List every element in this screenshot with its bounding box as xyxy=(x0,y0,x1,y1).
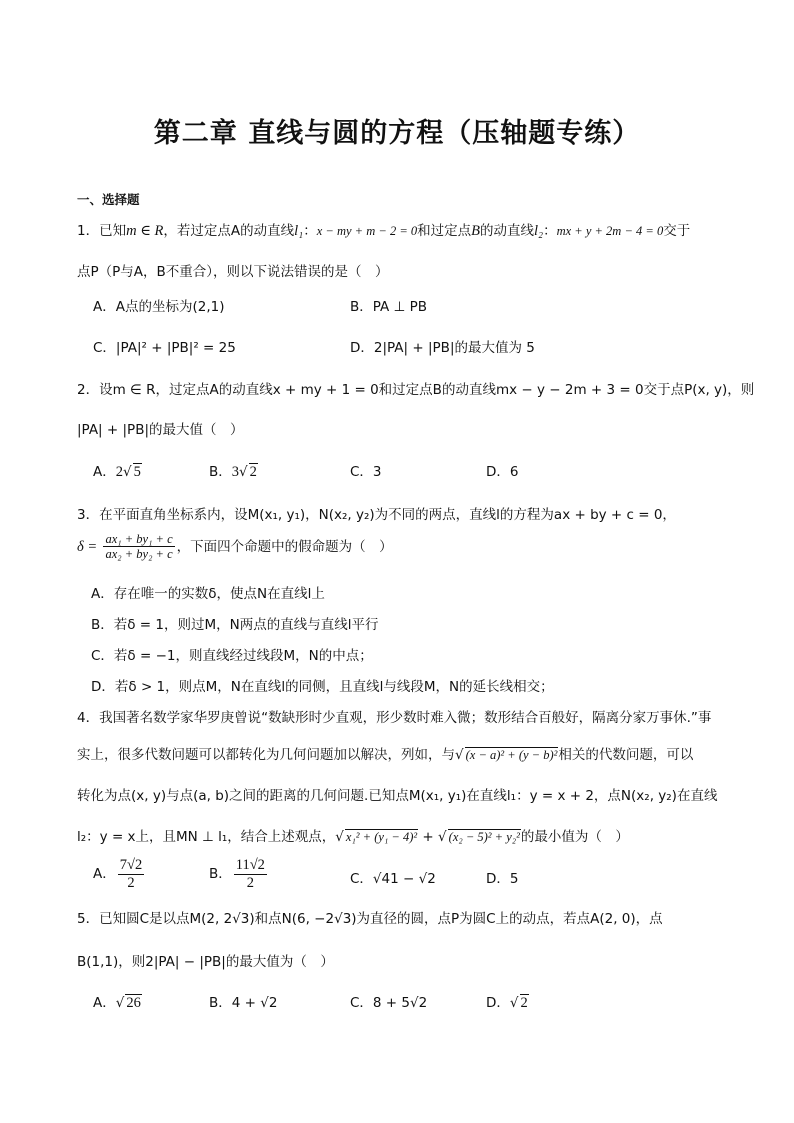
q3-delta: δ = xyxy=(77,538,98,555)
q1-option-c: C．|PA|² + |PB|² = 25 xyxy=(93,340,236,356)
q3-option-a: A．存在唯一的实数δ，使点N在直线l上 xyxy=(91,586,325,602)
q4-option-b-label: B． xyxy=(209,866,232,883)
q4-option-a-label: A． xyxy=(93,866,116,883)
q4-line-4: l₂：y = x上，且MN ⊥ l₁，结合上述观点，√ x₁² + (y₁ − 4)² + √ (x₂ − 5)² + y₂²的最小值为（ ） xyxy=(77,829,629,845)
q1-text: 的动直线 xyxy=(479,223,534,239)
q2-line-2: |PA| + |PB|的最大值（ ） xyxy=(77,422,244,438)
q4-radicand: (x − a)² + (y − b)² xyxy=(465,748,558,762)
q4-line-1: 4．我国著名数学家华罗庚曾说“数缺形时少直观，形少数时难入微；数形结合百般好，隔离分家万事休.”事 xyxy=(77,710,712,726)
q1-text: 交于 xyxy=(663,223,691,239)
q1-text: 已知 xyxy=(99,223,127,239)
q2-option-b-label: B． xyxy=(209,464,232,480)
q1-eq1: x − my + m − 2 = 0 xyxy=(316,224,418,238)
q5-option-a: A．√ 26 xyxy=(93,995,141,1011)
q4-option-a-den: 2 xyxy=(127,874,135,891)
q1-l1: l₁ xyxy=(294,223,304,239)
q2-option-d: D．6 xyxy=(486,464,519,480)
q1-l2: l₂ xyxy=(533,223,544,239)
q4-radicand-1: x₁² + (y₁ − 4)² xyxy=(345,830,418,844)
q4-option-b-den: 2 xyxy=(246,874,254,891)
q2-option-b: B．3√ 2 xyxy=(209,464,257,480)
q5-option-d-label: D． xyxy=(486,995,510,1011)
q4-line-2-a: 实上，很多代数问题可以都转化为几何问题加以解决，列如，与 xyxy=(77,747,455,763)
q4-line-3: 转化为点(x, y)与点(a, b)之间的距离的几何问题.已知点M(x₁, y₁)在直线l₁：y = x + 2，点N(x₂, y₂)在直线 xyxy=(77,788,718,804)
q3-line-1: 3．在平面直角坐标系内，设M(x₁, y₁)，N(x₂, y₂)为不同的两点，直线l的方程为ax + by + c = 0， xyxy=(77,507,676,523)
q4-option-a-num: 7√2 xyxy=(119,857,143,873)
q1-number: 1． xyxy=(77,223,100,239)
q3-option-b: B．若δ = 1，则过M，N两点的直线与直线l平行 xyxy=(91,617,379,633)
q3-line-2-tail: ，下面四个命题中的假命题为（ ） xyxy=(176,538,393,555)
section-heading: 一、选择题 xyxy=(77,192,140,207)
q4-option-c: C．√41 − √2 xyxy=(350,871,436,887)
q2-option-b-coef: 3 xyxy=(231,464,240,480)
q1-text: ，若过定点A的动直线 xyxy=(163,223,295,239)
q4-option-b-fraction xyxy=(234,857,267,891)
q2-option-c: C．3 xyxy=(350,464,382,480)
q4-line-2: 实上，很多代数问题可以都转化为几何问题加以解决，列如，与√ (x − a)² + (y − b)²相关的代数问题，可以 xyxy=(77,747,694,763)
q1-line-1 xyxy=(77,219,690,240)
page-title: 第二章 直线与圆的方程（压轴题专练） xyxy=(153,118,641,149)
q4-radicand-2: (x₂ − 5)² + y₂² xyxy=(448,830,520,844)
q1-eq2: mx + y + 2m − 4 = 0 xyxy=(556,224,664,238)
q4-line-4-b: 的最小值为（ ） xyxy=(520,829,629,845)
q4-option-b xyxy=(209,857,269,891)
q1-text: ： xyxy=(543,223,557,239)
q5-option-a-label: A． xyxy=(93,995,116,1011)
q2-option-a-coef: 2 xyxy=(115,464,123,480)
q5-option-d-radicand: 2 xyxy=(520,995,528,1011)
q5-option-c: C．8 + 5√2 xyxy=(350,995,428,1011)
q1-point-b: B xyxy=(471,223,480,239)
q4-option-a-fraction xyxy=(118,857,144,891)
q4-option-b-num: 11√2 xyxy=(235,857,265,873)
q1-condition: m ∈ R xyxy=(126,223,164,239)
q1-text: ： xyxy=(303,223,317,239)
q3-denominator: ax₂ + by₂ + c xyxy=(105,547,173,562)
q3-numerator: ax₁ + by₁ + c xyxy=(105,532,173,546)
q5-line-1: 5．已知圆C是以点M(2, 2√3)和点N(6, −2√3)为直径的圆，点P为圆C上的动点，若点A(2, 0)，点 xyxy=(77,911,663,927)
q2-option-a-label: A． xyxy=(93,464,116,480)
q3-option-c: C．若δ = −1，则直线经过线段M，N的中点； xyxy=(91,648,373,664)
q5-option-b: B．4 + √2 xyxy=(209,995,278,1011)
q4-line-4-a: l₂：y = x上，且MN ⊥ l₁，结合上述观点， xyxy=(77,829,336,845)
q1-line-2: 点P（P与A，B不重合），则以下说法错误的是（ ） xyxy=(77,264,389,280)
q4-plus: + xyxy=(418,829,439,845)
q2-line-1: 2．设m ∈ R，过定点A的动直线x + my + 1 = 0和过定点B的动直线mx − y − 2m + 3 = 0交于点P(x, y)，则 xyxy=(77,382,755,398)
q5-line-2: B(1,1)，则2|PA| − |PB|的最大值为（ ） xyxy=(77,954,334,970)
q1-option-b: B．PA ⊥ PB xyxy=(350,299,428,315)
q3-option-d: D．若δ > 1，则点M，N在直线l的同侧，且直线l与线段M，N的延长线相交； xyxy=(91,679,554,695)
q3-fraction xyxy=(103,532,174,562)
q2-option-a-radicand: 5 xyxy=(133,464,141,480)
q4-line-2-b: 相关的代数问题，可以 xyxy=(558,747,694,763)
q1-option-a: A．A点的坐标为(2,1) xyxy=(93,299,225,315)
q5-option-d: D．√ 2 xyxy=(486,995,528,1011)
q2-option-a: A．2√ 5 xyxy=(93,464,141,480)
q1-text: 和过定点 xyxy=(417,223,472,239)
q4-option-d: D．5 xyxy=(486,871,519,887)
q2-option-b-radicand: 2 xyxy=(249,464,257,480)
q3-line-2 xyxy=(77,532,393,562)
q4-option-a xyxy=(93,857,146,891)
q1-option-d: D．2|PA| + |PB|的最大值为 5 xyxy=(350,340,535,356)
q5-option-a-radicand: 26 xyxy=(126,995,141,1011)
